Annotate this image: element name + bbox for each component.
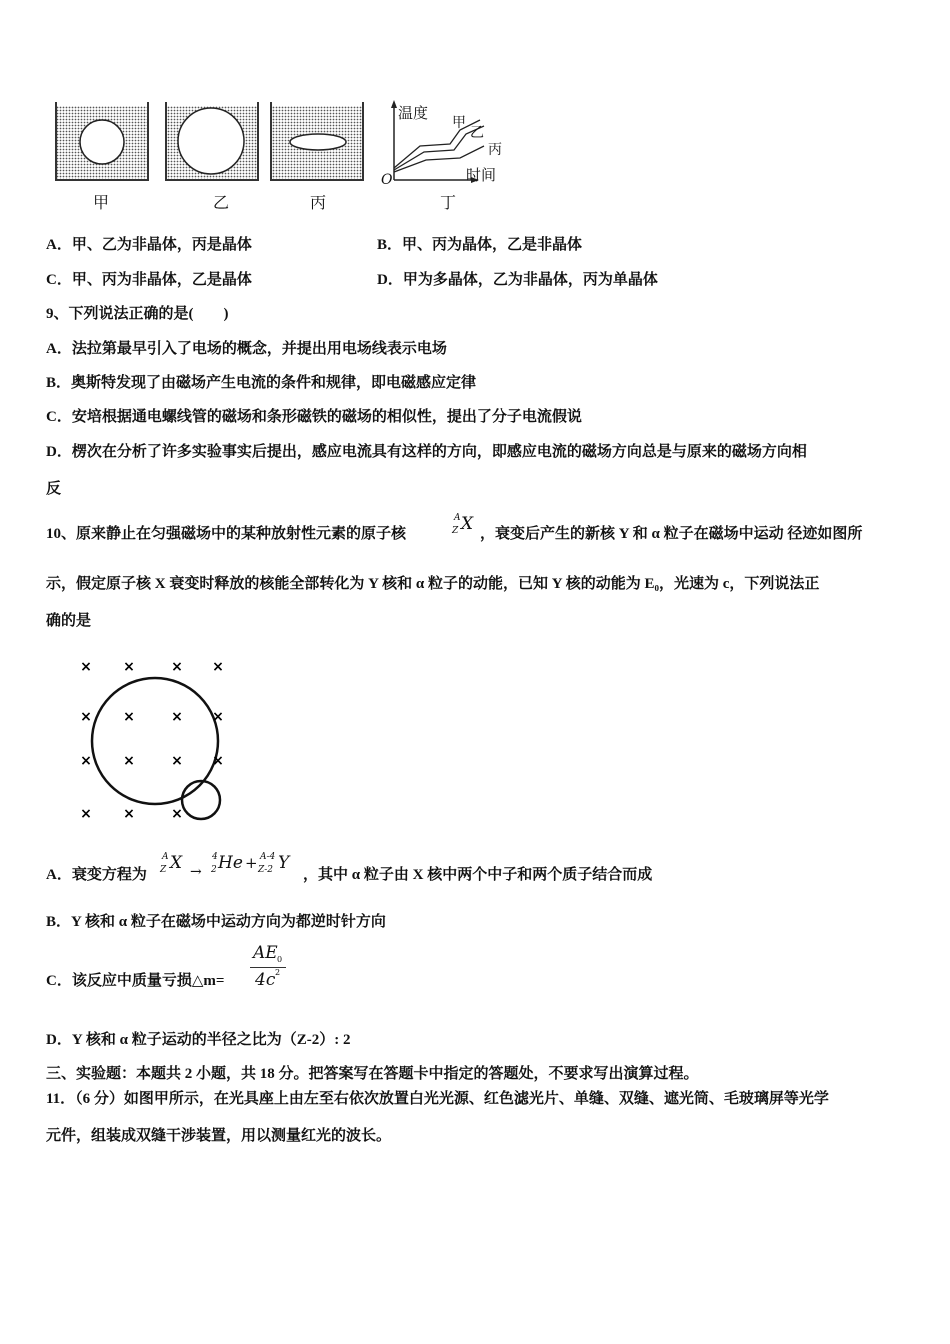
field-cross: × <box>171 709 183 725</box>
graph-x-label: 时间 <box>466 166 497 184</box>
box-yi <box>166 102 258 180</box>
q10-stem-line3: 确的是 <box>46 613 92 629</box>
field-cross: × <box>80 753 92 769</box>
q8-option-d: D．甲为多晶体，乙为非晶体，丙为单晶体 <box>377 272 658 288</box>
q10-option-b: B．Y 核和 α 粒子在磁场中运动方向为都逆时针方向 <box>46 914 386 930</box>
q8-option-a: A．甲、乙为非晶体，丙是晶体 <box>46 237 252 253</box>
field-cross: × <box>123 753 135 769</box>
q10-stem-b: ，衰变后产生的新核 Y 和 α 粒子在磁场中运动 径迹如图所 <box>480 526 863 542</box>
q11-line1: 11．（6 分）如图甲所示，在光具座上由左至右依次放置白光光源、红色滤光片、单缝、双缝、遮光筒、毛玻璃屏等光学 <box>46 1091 829 1107</box>
graph-origin: O <box>381 172 393 188</box>
q9-option-d-cont: 反 <box>46 481 62 497</box>
section-3-heading: 三、实验题：本题共 2 小题，共 18 分。把答案写在答题卡中指定的答题处，不要求写出演算过程。 <box>46 1066 699 1082</box>
magnetic-field-figure <box>70 650 245 830</box>
q9-option-c: C．安培根据通电螺线管的磁场和条形磁铁的磁场的相似性，提出了分子电流假说 <box>46 409 582 425</box>
field-cross: × <box>123 709 135 725</box>
q9-option-d: D．楞次在分析了许多实验事实后提出，感应电流具有这样的方向，即感应电流的磁场方向总是与原来的磁场方向相 <box>46 444 807 460</box>
box-jia <box>56 102 148 180</box>
q8-option-c: C．甲、丙为非晶体，乙是晶体 <box>46 272 252 288</box>
label-yi: 乙 <box>213 193 230 212</box>
field-cross: × <box>212 659 224 675</box>
field-cross: × <box>171 753 183 769</box>
curve-jia <box>394 120 480 168</box>
q10-option-a-suffix: ，其中 α 粒子由 X 核中两个中子和两个质子结合而成 <box>303 867 653 883</box>
q10-option-c-prefix: C．该反应中质量亏损△m= <box>46 973 225 989</box>
box-bing <box>271 102 363 180</box>
field-cross: × <box>80 806 92 822</box>
q10-option-a-prefix: A．衰变方程为 <box>46 867 147 883</box>
field-cross: × <box>212 753 224 769</box>
q9-option-b: B．奥斯特发现了由磁场产生电流的条件和规律，即电磁感应定律 <box>46 375 477 391</box>
curve-label-bing: 丙 <box>488 142 502 158</box>
curve-label-jia: 甲 <box>452 115 466 131</box>
field-cross: × <box>123 806 135 822</box>
field-cross: × <box>171 659 183 675</box>
field-cross: × <box>123 659 135 675</box>
y-nucleus-track <box>92 678 218 804</box>
decay-equation: A Z X → 4 2 He + A-4 Z-2 Y <box>160 852 290 880</box>
field-cross: × <box>171 806 183 822</box>
field-cross: × <box>80 659 92 675</box>
q10-option-d: D．Y 核和 α 粒子运动的半径之比为（Z-2）: 2 <box>46 1032 351 1048</box>
label-ding: 丁 <box>440 193 457 212</box>
mass-defect-fraction: AE 0 4c 2 <box>250 943 290 991</box>
q9-stem: 9、下列说法正确的是( ) <box>46 306 229 322</box>
crystal-boxes-figure <box>50 100 370 185</box>
alpha-track <box>182 781 220 819</box>
graph-y-label: 温度 <box>398 104 429 122</box>
q10-stem-a: 10、原来静止在匀强磁场中的某种放射性元素的原子核 <box>46 526 407 542</box>
label-bing: 丙 <box>310 193 327 212</box>
field-cross: × <box>80 709 92 725</box>
q8-option-b: B．甲、丙为晶体，乙是非晶体 <box>377 237 583 253</box>
arrow: → <box>190 864 202 880</box>
q10-stem-line2: 示，假定原子核 X 衰变时释放的核能全部转化为 Y 核和 α 粒子的动能，已知 Y 核的动能为 E₀，光速为 c，下列说法正 <box>46 576 820 592</box>
field-cross: × <box>212 709 224 725</box>
nucleus-x-symbol: A Z X <box>452 513 474 536</box>
curve-label-yi: 乙 <box>470 125 484 141</box>
q11-line2: 元件，组装成双缝干涉装置，用以测量红光的波长。 <box>46 1128 392 1144</box>
q9-option-a: A．法拉第最早引入了电场的概念，并提出用电场线表示电场 <box>46 341 447 357</box>
label-jia: 甲 <box>93 193 110 212</box>
